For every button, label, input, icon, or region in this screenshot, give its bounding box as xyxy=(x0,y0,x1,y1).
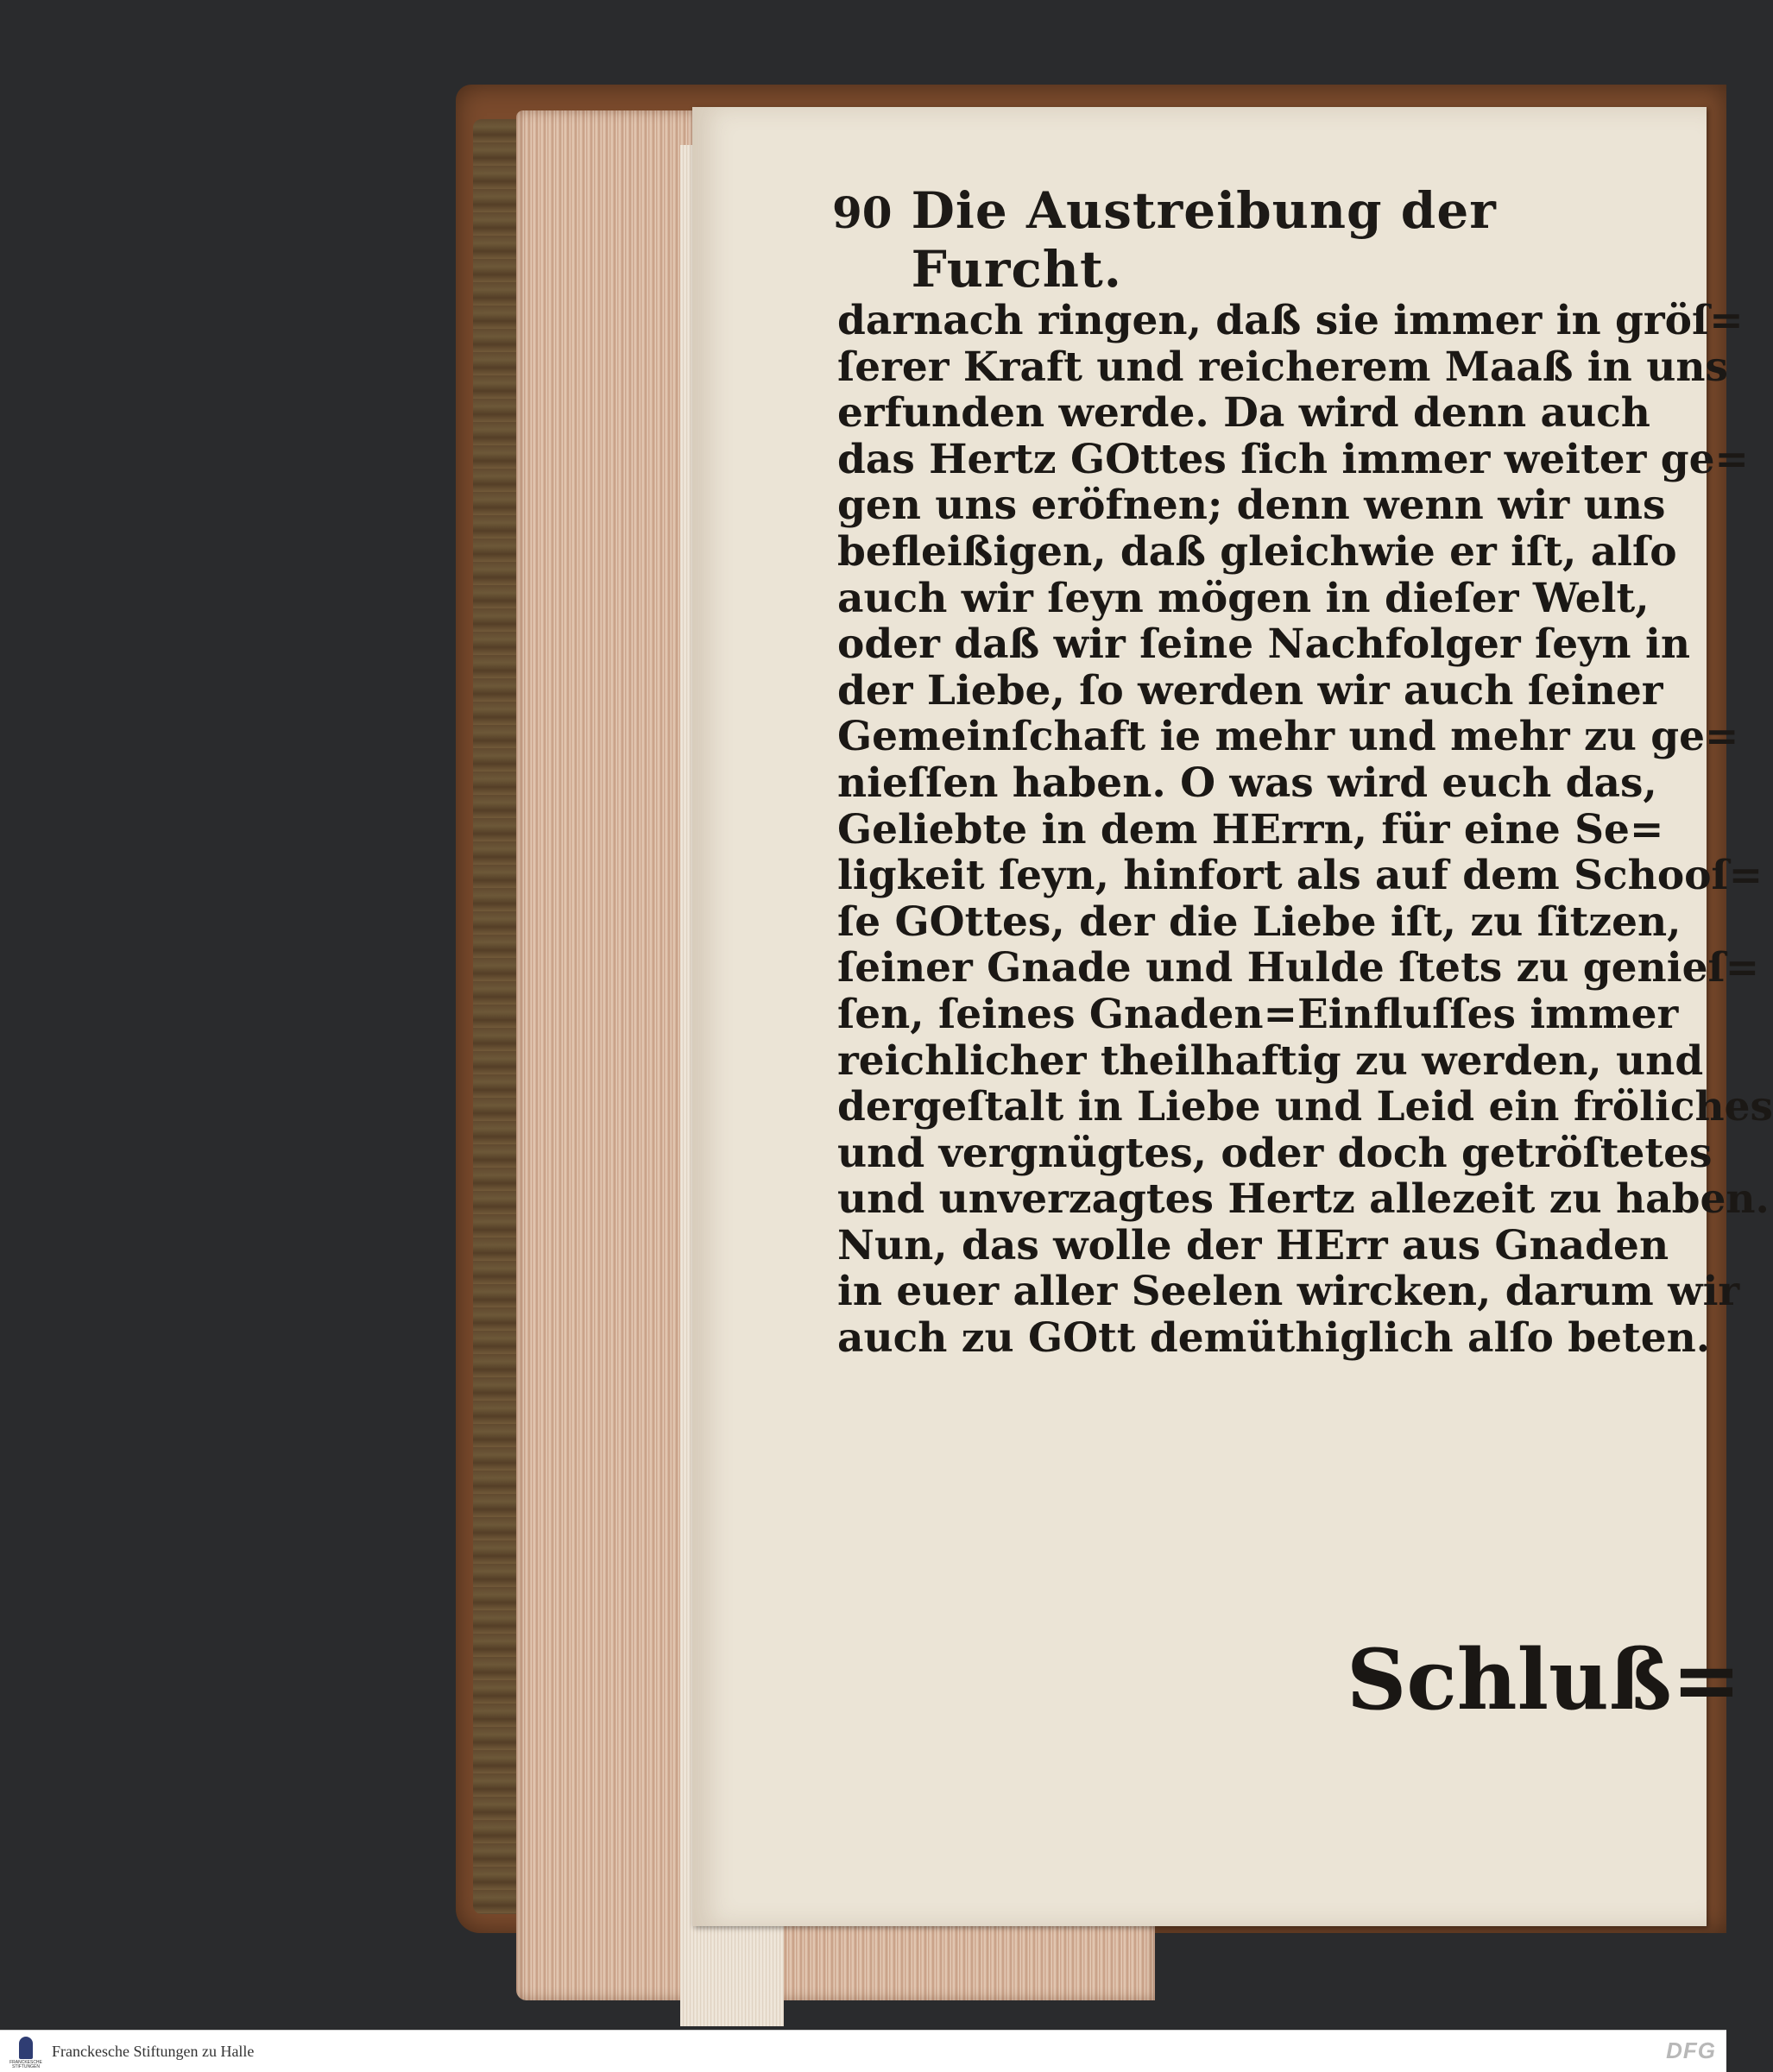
text-line: nieſſen haben. O was wird euch das, xyxy=(837,759,1657,807)
catchword: Schluß= xyxy=(1347,1631,1742,1729)
text-line: ſe GOttes, der die Liebe iſt, zu ſitzen, xyxy=(837,897,1682,946)
dfg-logo[interactable]: DFG xyxy=(1666,2037,1716,2063)
text-line: gen uns eröfnen; denn wenn wir uns xyxy=(837,482,1666,530)
text-line: Nun, das wolle der HErr aus Gnaden xyxy=(837,1221,1669,1269)
text-line: dergeſtalt in Liebe und Leid ein fröliches xyxy=(837,1083,1773,1131)
running-head xyxy=(832,181,1609,299)
institution-name[interactable]: Franckesche Stiftungen zu Halle xyxy=(52,2042,255,2060)
text-line: erfunden werde. Da wird denn auch xyxy=(837,389,1650,438)
institution-logo-icon xyxy=(19,2037,33,2059)
text-line: der Liebe, ſo werden wir auch ſeiner xyxy=(837,666,1663,715)
text-line: ſen, ſeines Gnaden=Einfluſſes immer xyxy=(837,990,1679,1038)
text-line: auch zu GOtt demüthiglich alſo beten. xyxy=(837,1314,1711,1363)
text-line: das Hertz GOttes ſich immer weiter ge= xyxy=(837,435,1749,483)
text-line: und unverzagtes Hertz allezeit zu haben. xyxy=(837,1175,1770,1224)
page-number: 90 xyxy=(832,187,893,238)
text-line: reichlicher theilhaftig zu werden, und xyxy=(837,1036,1704,1085)
institution-logo[interactable] xyxy=(7,2034,45,2069)
text-line: befleißigen, daß gleichwie er iſt, alſo xyxy=(837,527,1677,576)
body-text xyxy=(837,297,1773,1363)
text-line: Geliebte in dem HErrn, für eine Se= xyxy=(837,805,1664,853)
text-line: ſeiner Gnade und Hulde ſtets zu genieſ= xyxy=(837,944,1760,992)
text-line: ligkeit ſeyn, hinfort als auf dem Schooſ= xyxy=(837,852,1764,900)
text-line: in euer aller Seelen wircken, darum wir xyxy=(837,1268,1740,1316)
text-line: darnach ringen, daß sie immer in gröſ= xyxy=(837,297,1744,344)
running-title: Die Austreibung der Furcht. xyxy=(911,181,1497,299)
text-line: Gemeinſchaft ie mehr und mehr zu ge= xyxy=(837,713,1739,761)
institution-logo-caption: FRANCKESCHE STIFTUNGEN xyxy=(9,2060,42,2069)
text-line: ſerer Kraft und reicherem Maaß in uns xyxy=(837,343,1729,391)
text-line: oder daß wir ſeine Nachfolger ſeyn in xyxy=(837,620,1690,669)
viewer-footer xyxy=(0,2030,1726,2072)
text-line: auch wir ſeyn mögen in dieſer Welt, xyxy=(837,574,1650,622)
text-line: und vergnügtes, oder doch getröſtetes xyxy=(837,1129,1713,1177)
